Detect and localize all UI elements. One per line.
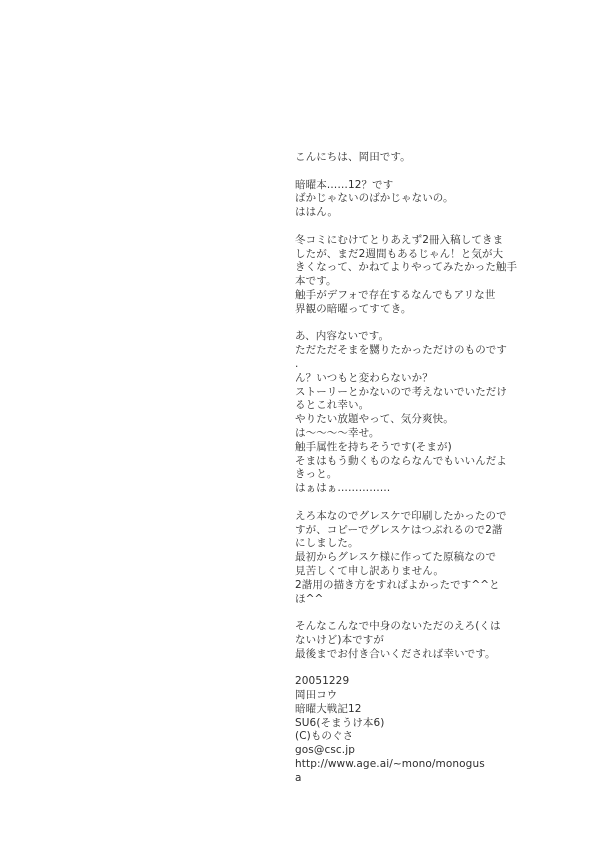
closing-paragraph bbox=[295, 620, 501, 661]
text-line: ただただそまを嬲りたかっただけのものです bbox=[295, 344, 507, 357]
comiket-paragraph bbox=[295, 233, 518, 317]
credits-block bbox=[295, 675, 495, 785]
text-line: あ、内容ないです。 bbox=[295, 330, 390, 343]
text-line: 本です。 bbox=[295, 275, 337, 288]
text-line: ストーリーとかないので考えないでいただけ bbox=[295, 385, 507, 398]
text-line: 暗曜本……12？です bbox=[295, 178, 394, 191]
text-line: したが、まだ2週間もあるじゃん！と気が大 bbox=[295, 247, 504, 260]
text-line: ははん。 bbox=[295, 206, 339, 219]
text-line: そまはもう動くものならなんでもいいんだよ bbox=[295, 454, 507, 467]
text-line: そんなこんなで中身のないただのえろ(くは bbox=[295, 620, 501, 633]
content-comment-paragraph bbox=[295, 330, 507, 496]
text-line: 見苦しくて申し訳ありません。 bbox=[295, 564, 445, 577]
text-line: やりたい放題やって、気分爽快。 bbox=[295, 413, 454, 426]
text-line: ばかじゃないのばかじゃないの。 bbox=[295, 192, 454, 205]
book-number: SU6(そまうけ本6) bbox=[295, 716, 385, 729]
author-name: 岡田コウ bbox=[295, 689, 338, 702]
text-line: 触手がデフォで存在するなんでもアリな世 bbox=[295, 288, 496, 301]
text-line: 2諧用の描き方をすればよかったです^^と bbox=[295, 578, 500, 591]
text-line: るとこれ幸い。 bbox=[295, 399, 370, 412]
email-text: gos@csc.jp bbox=[295, 744, 355, 757]
afterword-text-column bbox=[295, 151, 518, 799]
url-text: http://www.age.ai/~mono/monogus bbox=[295, 758, 485, 771]
text-line: きっと。 bbox=[295, 468, 338, 481]
text-line: 界観の暗曜ってすてき。 bbox=[295, 302, 412, 315]
book-title: 暗曜大戦記12 bbox=[295, 702, 362, 715]
text-line: は～～～～幸せ。 bbox=[295, 426, 380, 439]
text-line: はぁはぁ…………… bbox=[295, 482, 391, 495]
circle-name: (C)ものぐさ bbox=[295, 730, 354, 743]
text-line: ほ^^ bbox=[295, 592, 324, 605]
text-line: ないけど)本ですが bbox=[295, 633, 384, 646]
printing-paragraph bbox=[295, 509, 507, 607]
text-line: えろ本なのでグレスケで印刷したかったので bbox=[295, 509, 507, 522]
text-line: にしました。 bbox=[295, 537, 359, 550]
text-line: きくなって、かねてよりやってみたかった触手 bbox=[295, 261, 518, 274]
text-line: 最後までお付き合いくだされば幸いです。 bbox=[295, 647, 496, 660]
text-line: 最初からグレスケ様に作ってた原稿なので bbox=[295, 551, 497, 564]
url-wrap-text: a bbox=[295, 771, 302, 784]
intro-paragraph bbox=[295, 179, 495, 220]
greeting-paragraph bbox=[295, 151, 495, 165]
text-line: ん？いつもと変わらないか？ bbox=[295, 371, 433, 384]
date-text: 20051229 bbox=[295, 675, 350, 688]
text-line: 冬コミにむけてとりあえず2冊入稿してきま bbox=[295, 233, 504, 246]
text-line: すが、コピーでグレスケはつぶれるので2諧 bbox=[295, 523, 503, 536]
text-line: . bbox=[295, 357, 299, 370]
text-line: こんにちは、岡田です。 bbox=[295, 151, 411, 163]
text-line: 触手属性を持ちそうです(そまが) bbox=[295, 440, 452, 453]
